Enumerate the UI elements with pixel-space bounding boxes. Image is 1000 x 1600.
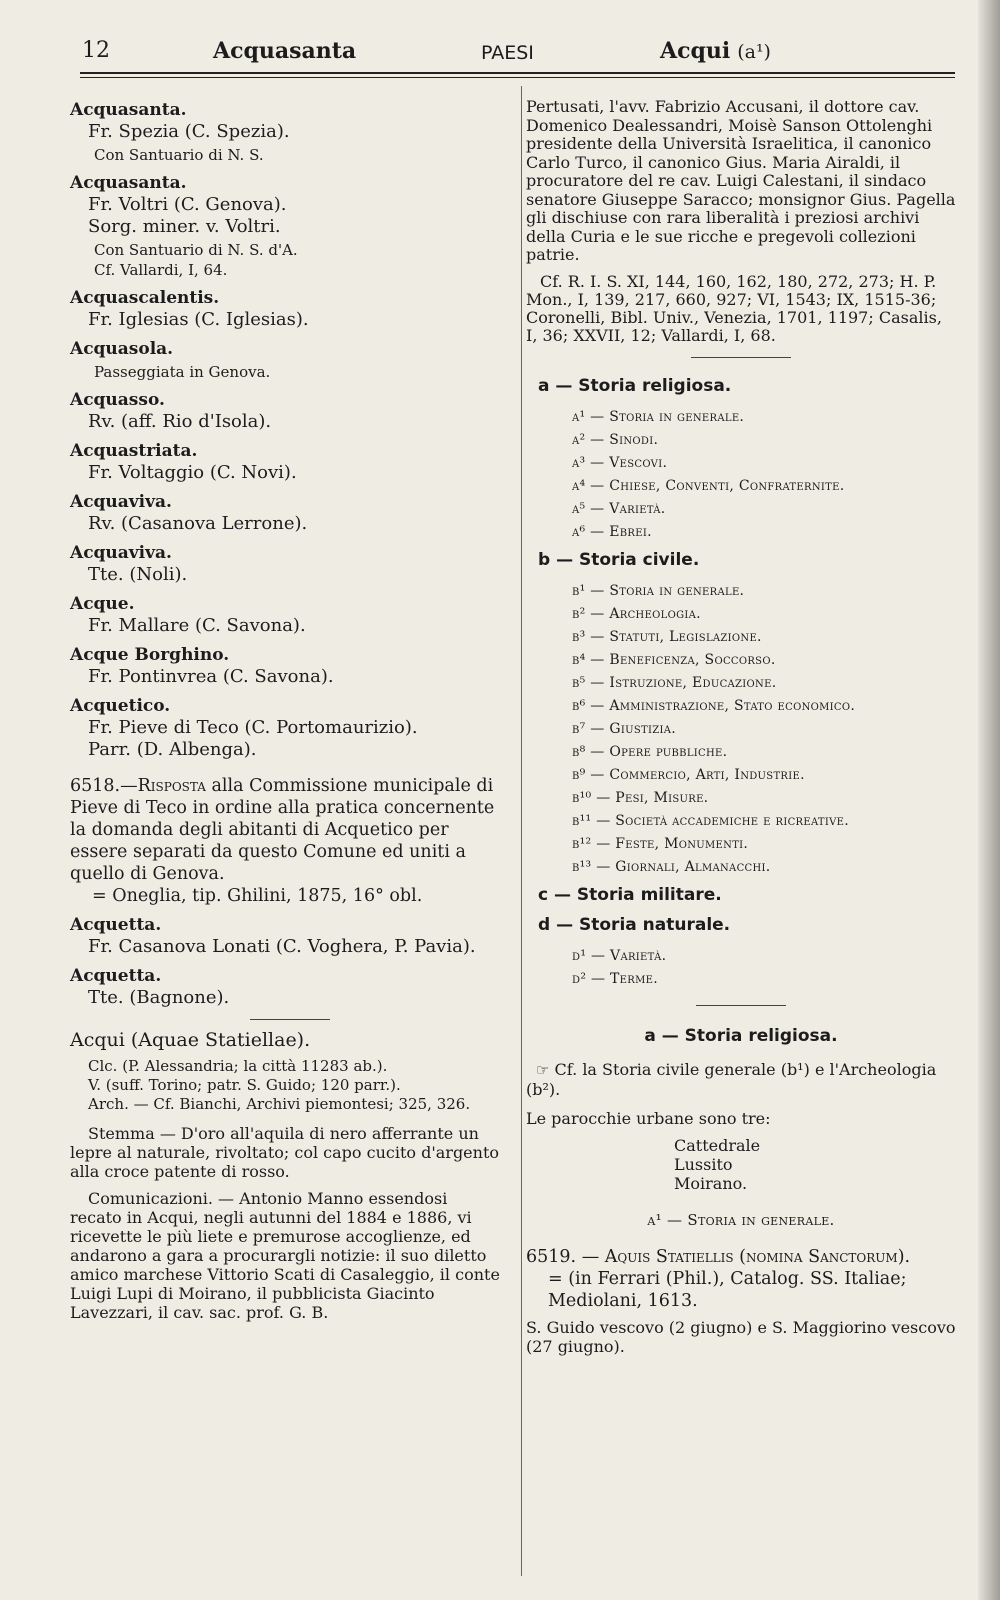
- entry-heading: Acquasanta.: [70, 100, 187, 120]
- parishes-intro: Le parocchie urbane sono tre:: [526, 1108, 771, 1128]
- entry-text: alla Commissione municipale di Pieve di Teco in ordine alla pratica concernente la domanda degli abitanti di Acquetico per essere separati da questo Comune ed uniti a quello di Genova.: [70, 776, 495, 884]
- entry: [70, 390, 500, 433]
- entry-number: 6518.: [70, 776, 121, 796]
- bibliography-entry-6519: [526, 1246, 956, 1312]
- cross-reference-note: Cf. la Storia civile generale (b¹) e l'Archeologia (b²).: [526, 1059, 937, 1099]
- list-item: b² — Archeologia.: [572, 605, 701, 622]
- entry-number: 6519.: [526, 1246, 577, 1267]
- parishes-list: [526, 1136, 956, 1193]
- entry-line: Parr. (D. Albenga).: [88, 739, 257, 760]
- subsection-heading: a¹ — Storia in generale.: [647, 1210, 835, 1229]
- section-heading-a-repeat: a — Storia religiosa.: [644, 1025, 838, 1046]
- header-rule-thin: [80, 77, 955, 78]
- list-item: a³ — Vescovi.: [572, 454, 668, 471]
- entry-line: V. (suff. Torino; patr. S. Guido; 120 parr.).: [88, 1076, 401, 1094]
- section-b-list: [526, 580, 956, 879]
- entry-heading: Acquaviva.: [70, 492, 172, 512]
- header-right-title: Acqui: [660, 38, 731, 64]
- entry-title: Risposta: [137, 776, 206, 796]
- entry: [70, 594, 500, 637]
- list-item: b⁸ — Opere pubbliche.: [572, 743, 728, 760]
- list-item: d¹ — Varietà.: [572, 947, 667, 964]
- entry-heading: Acquaviva.: [70, 543, 172, 563]
- entry: [70, 173, 500, 280]
- entry: [70, 492, 500, 535]
- list-item: b¹³ — Giornali, Almanacchi.: [572, 858, 771, 875]
- list-item: b¹⁰ — Pesi, Misure.: [572, 789, 709, 806]
- entry-line: Fr. Mallare (C. Savona).: [88, 615, 306, 636]
- right-column: [526, 98, 956, 1356]
- left-column: [70, 98, 500, 1322]
- entry-heading: Acque.: [70, 594, 135, 614]
- entry: [70, 288, 500, 331]
- list-item: d² — Terme.: [572, 970, 658, 987]
- section-d-list: [526, 945, 956, 991]
- section-heading-b: b — Storia civile.: [538, 549, 700, 570]
- entry-line: Rv. (aff. Rio d'Isola).: [88, 411, 272, 432]
- entry-heading: Acquasanta.: [70, 173, 187, 193]
- list-item: b⁶ — Amministrazione, Stato economico.: [572, 697, 856, 714]
- entry-line: Fr. Pieve di Teco (C. Portomaurizio).: [88, 717, 418, 738]
- entry-line: Fr. Casanova Lonati (C. Voghera, P. Pavia).: [88, 936, 476, 957]
- entry: [70, 915, 500, 958]
- header-right-suffix: (a¹): [737, 41, 771, 63]
- list-item: a⁵ — Varietà.: [572, 500, 666, 517]
- entry-note: Cf. Vallardi, I, 64.: [94, 261, 228, 279]
- entry: [70, 966, 500, 1009]
- entry-line: Clc. (P. Alessandria; la città 11283 ab.).: [88, 1057, 388, 1075]
- entry-line: Fr. Spezia (C. Spezia).: [88, 121, 290, 142]
- list-item: a² — Sinodi.: [572, 431, 659, 448]
- entry-heading: Acque Borghino.: [70, 645, 230, 665]
- section-heading-a: a — Storia religiosa.: [538, 375, 732, 396]
- entry-acqui: [70, 1030, 500, 1322]
- separator: [691, 357, 791, 358]
- entry: [70, 441, 500, 484]
- pointing-hand-icon: ☞: [536, 1060, 550, 1079]
- header-left-title: Acquasanta: [213, 38, 357, 64]
- entry-line: Rv. (Casanova Lerrone).: [88, 513, 308, 534]
- entry: [70, 645, 500, 688]
- entry: [70, 339, 500, 382]
- list-item: Moirano.: [674, 1173, 748, 1193]
- entry: [70, 543, 500, 586]
- entry-line: Fr. Pontinvrea (C. Savona).: [88, 666, 334, 687]
- entry-note: Passeggiata in Genova.: [94, 363, 271, 381]
- list-item: a⁶ — Ebrei.: [572, 523, 652, 540]
- column-divider: [521, 86, 522, 1576]
- list-item: a¹ — Storia in generale.: [572, 408, 745, 425]
- entry-heading: Acquetico.: [70, 696, 171, 716]
- list-item: b¹¹ — Società accademiche e ricreative.: [572, 812, 850, 829]
- section-a-list: [526, 406, 956, 544]
- list-item: Lussito: [674, 1154, 733, 1174]
- list-item: b⁷ — Giustizia.: [572, 720, 676, 737]
- list-item: b⁹ — Commercio, Arti, Industrie.: [572, 766, 805, 783]
- entry-heading: Acquasola.: [70, 339, 174, 359]
- list-item: b⁵ — Istruzione, Educazione.: [572, 674, 777, 691]
- entry: [70, 696, 500, 761]
- entry-note: Con Santuario di N. S.: [94, 146, 264, 164]
- entry-heading: Acquetta.: [70, 966, 162, 986]
- separator: [696, 1005, 786, 1006]
- list-item: b¹ — Storia in generale.: [572, 582, 745, 599]
- entry-line: Arch. — Cf. Bianchi, Archivi piemontesi; 325, 326.: [88, 1095, 471, 1113]
- stemma-text: Stemma — D'oro all'aquila di nero afferrante un lepre al naturale, rivoltato; col capo cucito d'argento alla croce patente di rosso.: [70, 1124, 500, 1181]
- entry-heading: Acquascalentis.: [70, 288, 220, 308]
- comunicazioni-text: Comunicazioni. — Antonio Manno essendosi recato in Acqui, negli autunni del 1884 e 1886, vi ricevette le più liete e premurose accoglienze, ed andarono a gara a procurargli notizie: il suo diletto amico marchese Vittorio Scati di Casaleggio, il conte Luigi Lupi di Moirano, il pubblicista Giacinto Lavezzari, il cav. sac. prof. G. B.: [70, 1189, 500, 1322]
- entry-heading: Acqui (Aquae Statiellae).: [70, 1029, 311, 1051]
- entry-line: Fr. Voltaggio (C. Novi).: [88, 462, 297, 483]
- separator: [250, 1019, 330, 1020]
- entry-line: Fr. Iglesias (C. Iglesias).: [88, 309, 309, 330]
- entry-line: Tte. (Bagnone).: [88, 987, 230, 1008]
- entry-heading: Acquastriata.: [70, 441, 198, 461]
- list-item: b⁴ — Beneficenza, Soccorso.: [572, 651, 776, 668]
- page-edge-shadow: [978, 0, 1000, 1600]
- entry-line: Fr. Voltri (C. Genova).: [88, 194, 287, 215]
- header-rule: [80, 72, 955, 74]
- entry-publication: = Oneglia, tip. Ghilini, 1875, 16° obl.: [92, 886, 423, 906]
- list-item: a⁴ — Chiese, Conventi, Confraternite.: [572, 477, 845, 494]
- references-text: Cf. R. I. S. XI, 144, 160, 162, 180, 272, 273; H. P. Mon., I, 139, 217, 660, 927; VI, 1543; IX, 1515-36; Coronelli, Bibl. Univ., Venezia, 1701, 1197; Casalis, I, 36; XXVII, 12; Vallardi, I, 68.: [526, 271, 942, 345]
- section-heading-d: d — Storia naturale.: [538, 914, 731, 935]
- list-item: b¹² — Feste, Monumenti.: [572, 835, 749, 852]
- entry-title: — Aquis Statiellis (nomina Sanctorum).: [581, 1246, 911, 1267]
- header-center-title: PAESI: [481, 42, 534, 64]
- list-item: Cattedrale: [674, 1135, 761, 1155]
- page-number: 12: [82, 38, 110, 63]
- section-heading-c: c — Storia militare.: [538, 884, 722, 905]
- entry-line: Tte. (Noli).: [88, 564, 188, 585]
- entry-heading: Acquasso.: [70, 390, 165, 410]
- entry: [70, 100, 500, 165]
- entry-heading: Acquetta.: [70, 915, 162, 935]
- list-item: b³ — Statuti, Legislazione.: [572, 628, 762, 645]
- entry-note: S. Guido vescovo (2 giugno) e S. Maggiorino vescovo (27 giugno).: [526, 1317, 956, 1356]
- entry-note: Con Santuario di N. S. d'A.: [94, 241, 298, 259]
- entry-line: Sorg. miner. v. Voltri.: [88, 216, 281, 237]
- bibliography-entry-6518: 6518.—Risposta alla Commissione municipale di Pieve di Teco in ordine alla pratica concernente la domanda degli abitanti di Acquetico per essere separati da questo Comune ed uniti a quello di Genova. = Oneglia, tip. Ghilini, 1875, 16° obl.: [70, 775, 500, 907]
- continuation-text: Pertusati, l'avv. Fabrizio Accusani, il dottore cav. Domenico Dealessandri, Moisè Sanson Ottolenghi presidente della Università Israelitica, il canonico Carlo Turco, il canonico Gius. Maria Airaldi, il procuratore del re cav. Luigi Calestani, il sindaco senatore Giuseppe Saracco; monsignor Gius. Pagella gli dischiuse con rara liberalità i preziosi archivi della Curia e le sue ricche e pregevoli collezioni patrie.: [526, 97, 956, 264]
- entry-publication: = (in Ferrari (Phil.), Catalog. SS. Italiae; Mediolani, 1613.: [548, 1268, 907, 1311]
